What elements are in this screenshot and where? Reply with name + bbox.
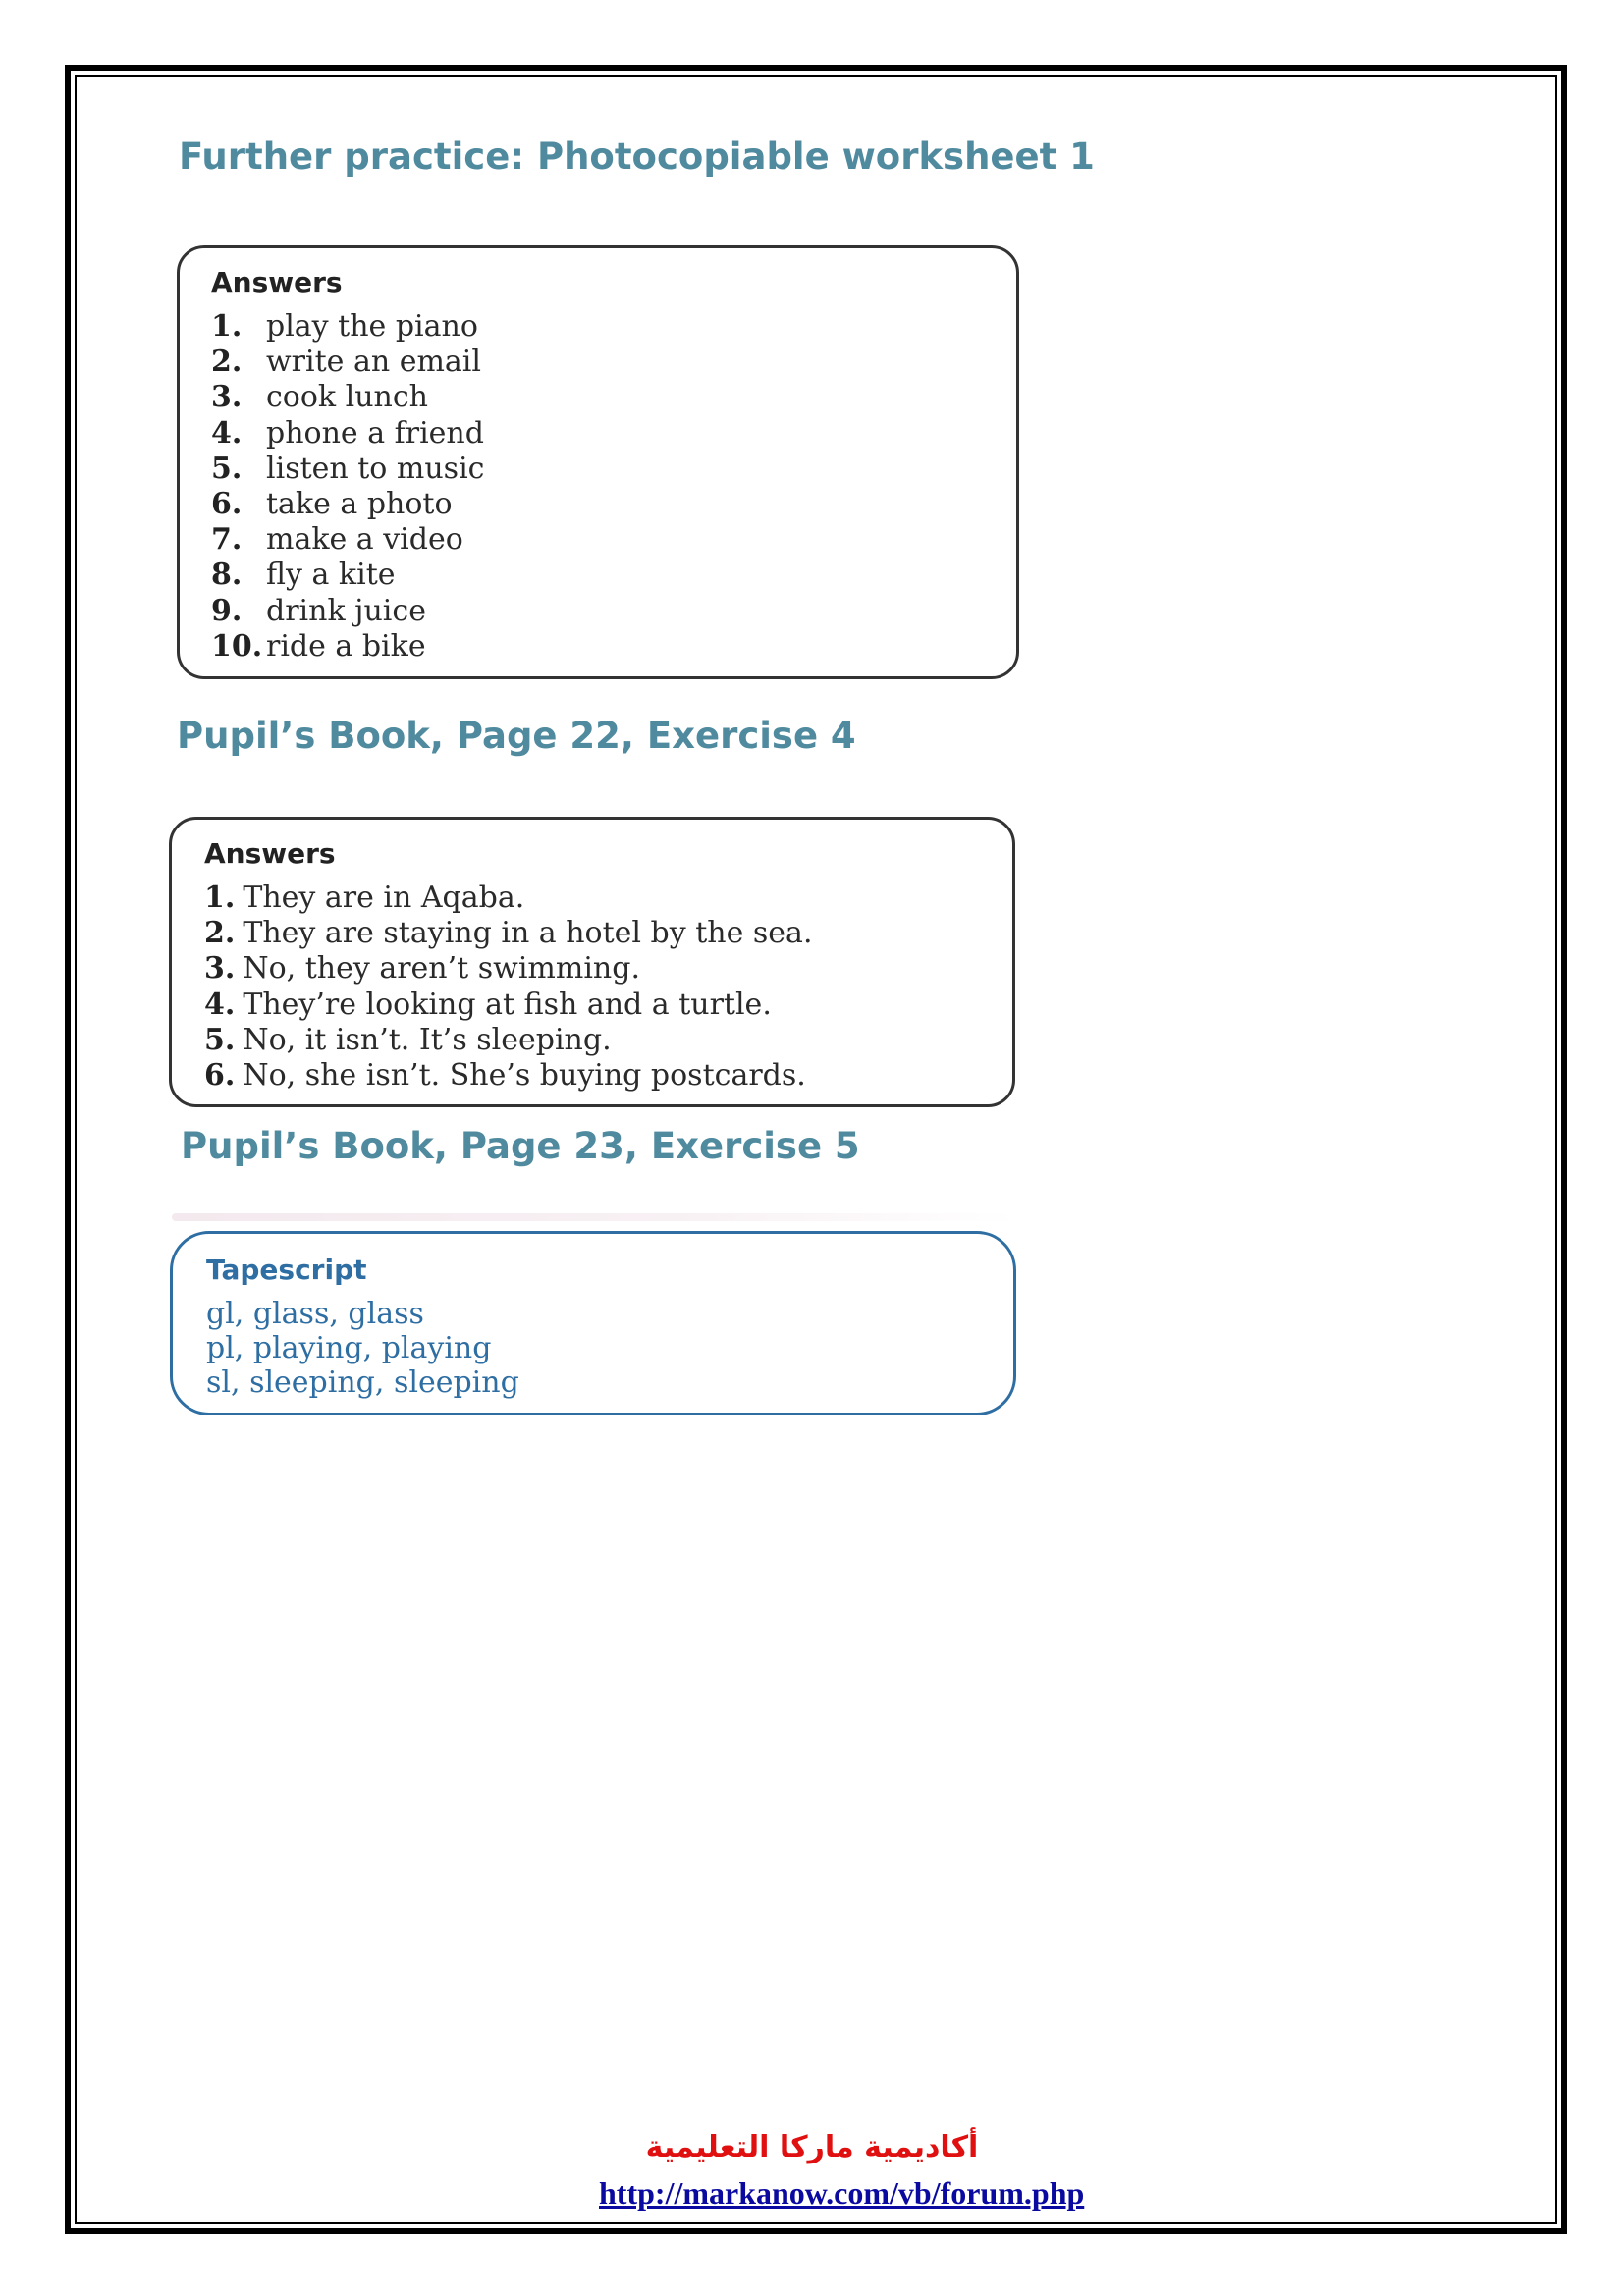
answer-number: 4. [211, 415, 243, 451]
answer-number: 7. [211, 522, 243, 558]
answer-number: 6. [204, 1057, 236, 1093]
answer-text: No, she isn’t. She’s buying postcards. [243, 1057, 806, 1093]
answer-text: They are staying in a hotel by the sea. [243, 916, 813, 951]
answers-box-title: Answers [204, 837, 336, 870]
answer-text: phone a friend [266, 415, 484, 451]
answer-item [204, 1023, 812, 1058]
answer-text: make a video [266, 522, 463, 558]
answer-text: They’re looking at fish and a turtle. [243, 987, 772, 1022]
answer-number: 1. [204, 881, 236, 915]
answer-number: 5. [204, 1022, 236, 1057]
answer-number: 3. [211, 380, 243, 415]
answer-item [211, 416, 484, 452]
answer-item [211, 522, 484, 558]
answer-item [204, 988, 812, 1023]
answer-item [211, 452, 484, 487]
tapescript-line: gl, glass, glass [206, 1297, 424, 1331]
answer-text: No, it isn’t. It’s sleeping. [243, 1022, 612, 1057]
answer-number: 5. [211, 451, 243, 486]
answer-item [204, 916, 812, 951]
heading-page-22-exercise-4: Pupil’s Book, Page 22, Exercise 4 [177, 715, 856, 757]
answers-list-worksheet [211, 309, 484, 665]
answer-item [204, 1058, 812, 1094]
answer-number: 1. [211, 309, 243, 344]
answer-number: 9. [211, 593, 243, 628]
answer-item [204, 881, 812, 916]
answer-item [211, 594, 484, 629]
tapescript-box-shadow [172, 1213, 1016, 1221]
answer-item [211, 345, 484, 380]
answer-text: ride a bike [266, 628, 426, 664]
tapescript-line: sl, sleeping, sleeping [206, 1365, 519, 1400]
answers-box-exercise-4 [169, 817, 1015, 1107]
answer-text: listen to music [266, 451, 485, 486]
answer-text: drink juice [266, 593, 426, 628]
answer-text: No, they aren’t swimming. [243, 951, 640, 987]
answer-number: 10. [211, 628, 263, 664]
answer-number: 8. [211, 558, 243, 593]
answer-item [211, 487, 484, 522]
answer-text: play the piano [266, 309, 478, 344]
answer-text: They are in Aqaba. [243, 881, 525, 915]
answer-item [211, 558, 484, 593]
answer-text: cook lunch [266, 380, 428, 415]
footer-academy-name: أكاديمية ماركا التعليمية [645, 2130, 979, 2164]
tapescript-box [170, 1231, 1016, 1415]
answer-item [211, 380, 484, 415]
answer-item [211, 309, 484, 345]
answer-text: take a photo [266, 486, 453, 521]
answer-text: fly a kite [266, 558, 396, 593]
answer-number: 3. [204, 951, 236, 987]
tapescript-lines [206, 1297, 519, 1400]
footer-forum-link[interactable]: http://markanow.com/vb/forum.php [599, 2175, 1085, 2211]
answers-list-exercise-4 [204, 881, 812, 1094]
answer-number: 2. [211, 345, 243, 380]
answer-text: write an email [266, 345, 481, 380]
tapescript-title: Tapescript [206, 1254, 367, 1286]
heading-worksheet-1: Further practice: Photocopiable worksheet 1 [179, 135, 1095, 178]
answer-number: 6. [211, 486, 243, 521]
heading-page-23-exercise-5: Pupil’s Book, Page 23, Exercise 5 [181, 1125, 860, 1167]
answer-item [211, 629, 484, 665]
tapescript-line: pl, playing, playing [206, 1331, 492, 1365]
answer-item [204, 951, 812, 987]
answers-box-title: Answers [211, 266, 343, 298]
answer-number: 4. [204, 987, 236, 1022]
answer-number: 2. [204, 916, 236, 951]
answers-box-worksheet [177, 245, 1019, 679]
